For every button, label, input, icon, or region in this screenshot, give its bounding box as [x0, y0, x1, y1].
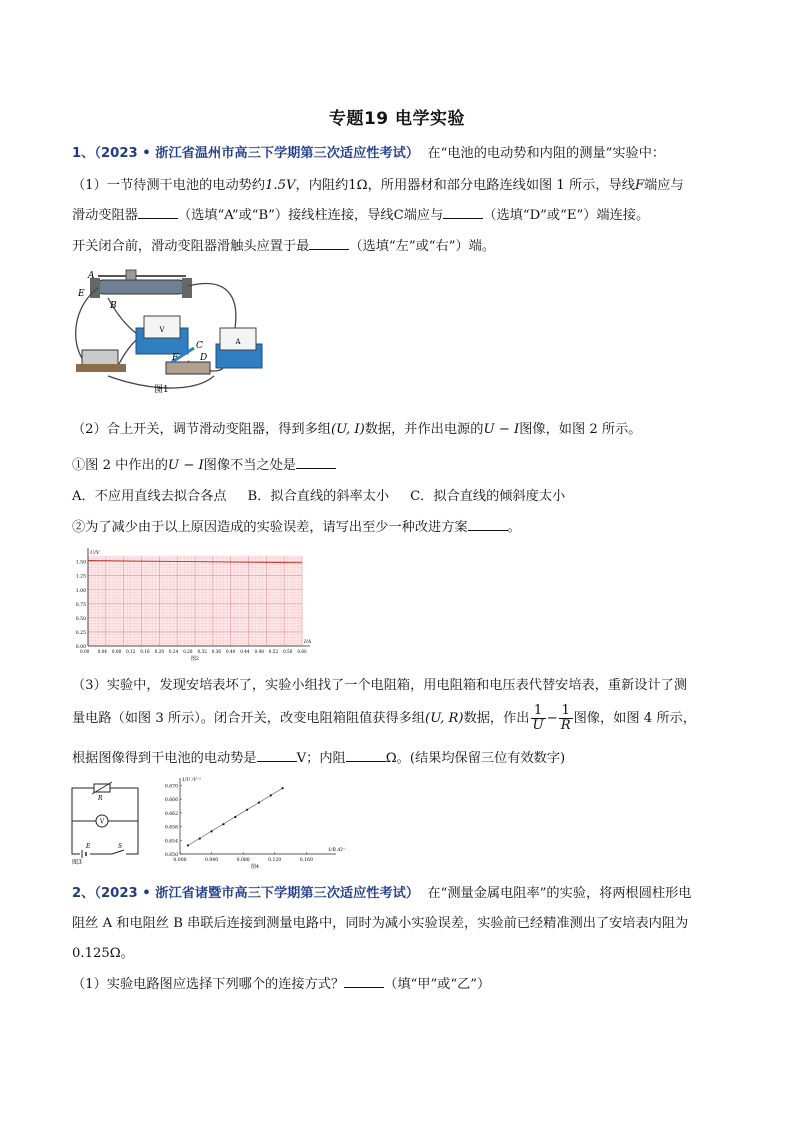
text: 。: [507, 520, 521, 535]
text: 图像不当之处是: [203, 458, 296, 473]
y-tick-label: 1.00: [75, 588, 86, 594]
text: （填“甲”或“乙”）: [384, 977, 491, 992]
y-tick-label: 0.666: [164, 798, 178, 804]
y-tick-label: 0.00: [75, 645, 86, 650]
denominator: U: [532, 718, 544, 733]
text: 开关闭合前，滑动变阻器滑触头应置于最: [72, 239, 310, 254]
q1-part3-line2: [72, 704, 732, 734]
q2-source: （2023 • 浙江省诸暨市高三下学期第三次适应性考试）: [94, 886, 420, 901]
q1-part1-line1: [72, 176, 732, 196]
y-tick-label: 0.662: [164, 811, 178, 817]
x-tick-label: 0.120: [268, 858, 282, 863]
data-point: [258, 801, 260, 803]
text: 图像，如图 2 所示。: [519, 422, 642, 437]
answer-blank[interactable]: [309, 237, 349, 250]
ammeter-label: A: [235, 338, 241, 346]
q1-part2-line1: [72, 420, 732, 440]
figure-2: [70, 546, 318, 670]
x-tick-label: 0.52: [268, 649, 279, 654]
voltmeter-label: V: [159, 326, 165, 334]
figure-4: [150, 774, 346, 870]
x-tick-label: 0.60: [297, 649, 307, 654]
label-A: A: [88, 271, 95, 281]
text: （2）合上开关，调节滑动变阻器，得到多组: [72, 422, 331, 437]
label-E: E: [78, 289, 85, 299]
answer-blank[interactable]: [138, 206, 178, 219]
q1-part1-line3: [72, 237, 732, 257]
q1-intro: 在“电池的电动势和内阻的测量”实验中：: [427, 146, 666, 161]
text: （1）一节待测干电池的电动势约: [72, 178, 266, 193]
text: ①图 2 中作出的: [72, 458, 168, 473]
battery-label: E: [86, 843, 91, 850]
text: 端应与: [403, 208, 444, 223]
x-tick-label: 0.12: [126, 649, 136, 654]
answer-blank[interactable]: [257, 749, 297, 762]
inverse-chart: [150, 774, 346, 870]
y-tick-label: 0.658: [164, 825, 178, 831]
x-tick-label: 0.16: [140, 649, 150, 654]
data-point: [270, 794, 272, 796]
q1-part2-line2: [72, 456, 732, 476]
text: 在“测量金属电阻率”的实验，将两根圆柱形电: [427, 886, 692, 901]
answer-blank[interactable]: [344, 975, 384, 988]
x-tick-label: 0.28: [183, 649, 193, 654]
x-tick-label: 0.20: [154, 649, 164, 654]
text: ，所用器材和部分电路连线如图 1 所示，导线: [367, 178, 635, 193]
resistance-value: 1Ω: [348, 178, 368, 193]
data-point: [222, 823, 224, 825]
y-tick-label: 1.25: [75, 574, 86, 580]
text: （选填“A”或“B”）接线柱连接，导线: [177, 208, 394, 223]
x-tick-label: 0.56: [283, 649, 293, 654]
q1-part1-line2: [72, 206, 732, 226]
figure-3-caption: 图3: [72, 859, 82, 866]
numerator: 1: [559, 704, 573, 719]
emf-value: 1.5V: [265, 178, 296, 193]
label-F: F: [172, 353, 179, 363]
text: 根据图像得到干电池的电动势是: [72, 751, 257, 766]
origin-label: 0.00: [80, 649, 90, 654]
y-tick-label: 0.75: [75, 602, 86, 608]
figure-3: [68, 780, 144, 866]
x-axis-label: I/A: [304, 639, 312, 645]
x-tick-label: 0.48: [254, 649, 264, 654]
answer-blank[interactable]: [346, 749, 386, 762]
x-tick-label: 0.160: [299, 858, 313, 863]
x-tick-label: 0.24: [168, 649, 179, 654]
q2-line3: 0.125Ω。: [72, 946, 134, 961]
y-tick-label: 0.654: [164, 839, 178, 845]
data-point: [246, 809, 248, 811]
x-axis-label: 1/R /Ω⁻¹: [328, 848, 346, 853]
y-tick-label: 1.50: [75, 560, 86, 566]
q1-source: （2023 • 浙江省温州市高三下学期第三次适应性考试）: [94, 146, 420, 161]
q1-part3-line1: （3）实验中，发现安培表坏了，实验小组找了一个电阻箱，用电阻箱和电压表代替安培表，重新设计了测: [72, 678, 688, 693]
numerator: 1: [531, 704, 546, 719]
q2-line4: [72, 975, 732, 995]
answer-blank[interactable]: [296, 456, 336, 469]
q1-part3-line3: [72, 749, 732, 769]
text: 端应与: [644, 178, 684, 193]
data-point: [234, 816, 236, 818]
x-tick-label: 0.080: [236, 858, 250, 863]
ui-graph: U − I: [483, 422, 520, 437]
ur-pair: (U, R): [425, 711, 464, 726]
x-tick-label: 0.44: [240, 649, 250, 654]
label-D: D: [200, 353, 208, 363]
x-tick-label: 0.40: [226, 649, 236, 654]
text: （选填“D”或“E”）端连接。: [483, 208, 650, 223]
ui-pair: (U, I): [330, 422, 365, 437]
text: 量电路（如图 3 所示）。闭合开关，改变电阻箱阻值获得多组: [72, 711, 426, 726]
figure-2-caption: 图2: [190, 656, 200, 662]
x-tick-label: 0.36: [211, 649, 222, 654]
data-point: [199, 837, 201, 839]
text: V；内阻: [296, 751, 346, 766]
y-axis-label: U/V: [90, 550, 100, 556]
minus-sign: −: [546, 711, 558, 726]
data-point: [210, 830, 212, 832]
q1-number: 1、: [72, 146, 95, 161]
y-tick-label: 0.25: [75, 630, 86, 636]
text: 数据，并作出电源的: [364, 422, 484, 437]
text: 滑动变阻器: [72, 208, 138, 223]
q2-line2: 阻丝 A 和电阻丝 B 串联后连接到测量电路中，同时为减小实验误差，实验前已经精准测出了安培表内阻为: [72, 916, 689, 931]
voltmeter-symbol: V: [99, 818, 105, 826]
q2-number: 2、: [72, 886, 95, 901]
wire-F: F: [634, 178, 645, 193]
q1-header: [72, 144, 732, 164]
figure-1: [68, 266, 278, 400]
x-tick-label: 0.08: [111, 649, 122, 654]
answer-blank[interactable]: [468, 518, 508, 531]
wire-C: C: [393, 208, 404, 223]
text: 数据，作出: [463, 711, 530, 726]
page-title: 专题19 电学实验: [328, 109, 466, 129]
label-C: C: [196, 341, 203, 351]
circuit-photo-illustration: [68, 266, 278, 400]
ui-chart: [70, 546, 318, 670]
label-B: B: [110, 301, 117, 311]
y-tick-label: 0.670: [164, 784, 178, 790]
fraction-1-over-U: [531, 704, 546, 733]
figure-4-caption: 图4: [250, 864, 260, 870]
data-point: [187, 844, 189, 846]
figure-1-caption: 图1: [154, 385, 169, 395]
answer-blank[interactable]: [443, 206, 483, 219]
text: ②为了减少由于以上原因造成的实验误差，请写出至少一种改进方案: [72, 520, 468, 535]
resistor-label: R: [98, 795, 103, 802]
text: Ω。(结果均保留三位有效数字): [385, 751, 566, 766]
ui-graph: U − I: [167, 458, 204, 473]
q2-line1: [72, 884, 732, 904]
circuit-diagram: [68, 780, 144, 866]
text: ，内阻约: [295, 178, 349, 193]
x-tick-label: 0.040: [205, 858, 219, 863]
y-tick-label: 0.50: [75, 616, 86, 622]
x-tick-label: 0.04: [97, 649, 107, 654]
q1-choices: A．不应用直线去拟合各点 B．拟合直线的斜率太小 C．拟合直线的倾斜度太小: [72, 489, 566, 504]
denominator: R: [560, 718, 571, 733]
q1-part2-line4: [72, 518, 732, 538]
text: 图像，如图 4 所示，: [573, 711, 696, 726]
y-axis-label: 1/U /V⁻¹: [182, 778, 201, 783]
switch-label: S: [118, 843, 123, 850]
x-tick-label: 0.32: [197, 649, 207, 654]
text: （选填“左”或“右”）端。: [349, 239, 496, 254]
x-tick-label: 0.000: [173, 858, 187, 863]
text: （1）实验电路图应选择下列哪个的连接方式？: [72, 977, 345, 992]
fraction-1-over-R: [559, 704, 573, 733]
data-point: [282, 787, 284, 789]
y-tick-label: 0.650: [164, 853, 178, 858]
